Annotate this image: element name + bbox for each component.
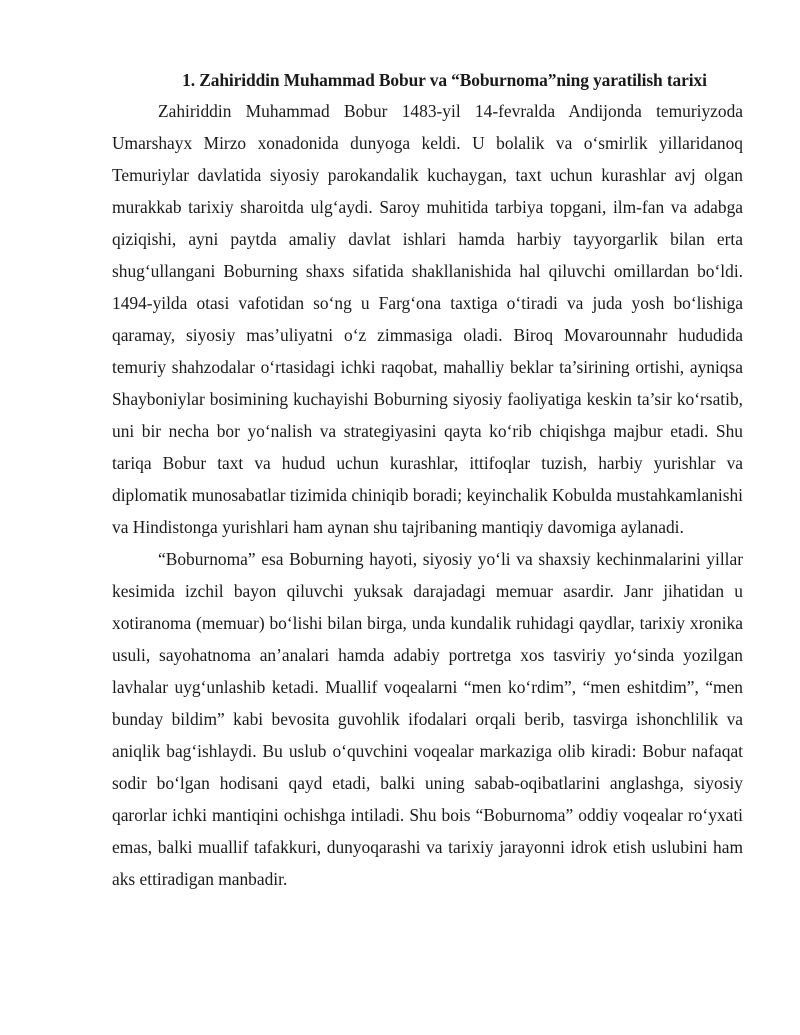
paragraph-biography: Zahiriddin Muhammad Bobur 1483-yil 14-fevralda Andijonda temuriyzoda Umarshayx Mirzo xonadonida dunyoga keldi. U bolalik va o‘smirlik yillaridanoq Temuriylar davlatida siyosiy parokandalik kuchaygan, taxt uchun kurashlar avj olgan murakkab tarixiy sharoitda ulg‘aydi. Saroy muhitida tarbiya topgani, ilm-fan va adabga qiziqishi, ayni paytda amaliy davlat ishlari hamda harbiy tayyorgarlik bilan erta shug‘ullangani Boburning shaxs sifatida shakllanishida hal qiluvchi omillardan bo‘ldi. 1494-yilda otasi vafotidan so‘ng u Farg‘ona taxtiga o‘tiradi va juda yosh bo‘lishiga qaramay, siyosiy mas’uliyatni o‘z zimmasiga oladi. Biroq Movarounnahr hududida temuriy shahzodalar o‘rtasidagi ichki raqobat, mahalliy beklar ta’sirining ortishi, ayniqsa Shayboniylar bosimining kuchayishi Boburning siyosiy faoliyatiga keskin ta’sir ko‘rsatib, uni bir necha bor yo‘nalish va strategiyasini qayta ko‘rib chiqishga majbur etadi. Shu tariqa Bobur taxt va hudud uchun kurashlar, ittifoqlar tuzish, harbiy yurishlar va diplomatik munosabatlar tizimida chiniqib boradi; keyinchalik Kobulda mustahkamlanishi va Hindistonga yurishlari ham aynan shu tajribaning mantiqiy davomiga aylanadi.: [112, 101, 743, 537]
paragraph-boburnoma: “Boburnoma” esa Boburning hayoti, siyosiy yo‘li va shaxsiy kechinmalarini yillar kesimida izchil bayon qiluvchi yuksak darajadagi memuar asardir. Janr jihatidan u xotiranoma (memuar) bo‘lishi bilan birga, unda kundalik ruhidagi qaydlar, tarixiy xronika usuli, sayohatnoma an’analari hamda adabiy portretga xos tasviriy yo‘sinda yozilgan lavhalar uyg‘unlashib ketadi. Muallif voqealarni “men ko‘rdim”, “men eshitdim”, “men bunday bildim” kabi bevosita guvohlik ifodalari orqali berib, tasvirga ishonchlilik va aniqlik bag‘ishlaydi. Bu uslub o‘quvchini voqealar markaziga olib kiradi: Bobur nafaqat sodir bo‘lgan hodisani qayd etadi, balki uning sabab-oqibatlarini anglashga, siyosiy qarorlar ichki mantiqini ochishga intiladi. Shu bois “Boburnoma” oddiy voqealar ro‘yxati emas, balki muallif tafakkuri, dunyoqarashi va tarixiy jarayonni idrok etish uslubini ham aks ettiradigan manbadir.: [112, 549, 743, 889]
section-heading: 1. Zahiriddin Muhammad Bobur va “Boburnoma”ning yaratilish tarixi: [182, 70, 707, 90]
